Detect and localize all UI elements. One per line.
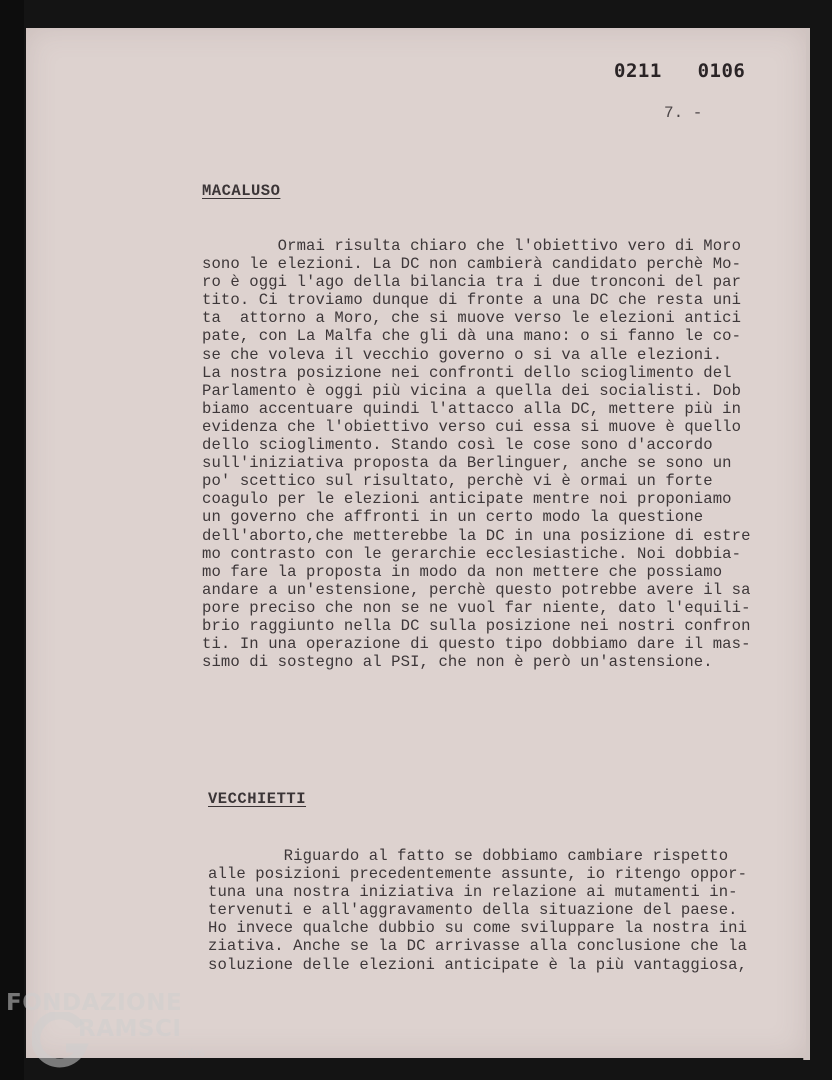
speech-paragraph-macaluso: Ormai risulta chiaro che l'obiettivo vero di Moro sono le elezioni. La DC non cambierà candidato perchè Mo- ro è oggi l'ago della bilancia tra i due tronconi del par tito. Ci troviamo dunque di fronte a una DC che resta uni ta attorno a Moro, che si muove verso le elezioni antici pate, con La Malfa che gli dà una mano: o si fanno le co- se che voleva il vecchio governo o si va alle elezioni. La nostra posizione nei confronti dello scioglimento del Parlamento è oggi più vicina a quella dei socialisti. Dob biamo accentuare quindi l'attacco alla DC, mettere più in evidenza che l'obiettivo verso cui essa si muove è quello dello scioglimento. Stando così le cose sono d'accordo sull'iniziativa proposta da Berlinguer, anche se sono un po' scettico sul risultato, perchè vi è ormai un forte coagulo per le elezioni anticipate mentre noi proponiamo un governo che affronti in un certo modo la questione dell'aborto,che metterebbe la DC in una posizione di estre mo contrasto con le gerarchie ecclesiastiche. Noi dobbia- mo fare la proposta in modo da non mettere che possiamo andare a un'estensione, perchè questo potrebbe avere il sa pore preciso che non se ne vuol far niente, dato l'equili- brio raggiunto nella DC sulla posizione nei nostri confron ti. In una operazione di questo tipo dobbiamo dare il mas- simo di sostegno al PSI, che non è però un'astensione. — [202, 237, 751, 672]
speaker-heading-vecchietti: VECCHIETTI — [208, 790, 307, 808]
fondazione-gramsci-watermark — [6, 990, 216, 1070]
page-number: 7. - — [664, 104, 703, 122]
watermark-line-gramsci: RAMSCI — [78, 1016, 182, 1042]
speaker-heading-macaluso: MACALUSO — [202, 182, 281, 200]
scan-edge — [0, 0, 24, 1080]
watermark-line-onlus: onlus — [178, 1048, 205, 1059]
watermark-line-fondazione: FONDAZIONE — [6, 990, 183, 1016]
document-number: 0211 0106 — [614, 60, 746, 82]
speech-paragraph-vecchietti: Riguardo al fatto se dobbiamo cambiare rispetto alle posizioni precedentemente assunte, io ritengo oppor- tuna una nostra iniziativa in relazione ai mutamenti in- tervenuti e all'aggravamento della situazione del paese. Ho invece qualche dubbio su come sviluppare la nostra ini ziativa. Anche se la DC arrivasse alla conclusione che la soluzione delle elezioni anticipate è la più vantaggiosa, — [208, 847, 748, 974]
